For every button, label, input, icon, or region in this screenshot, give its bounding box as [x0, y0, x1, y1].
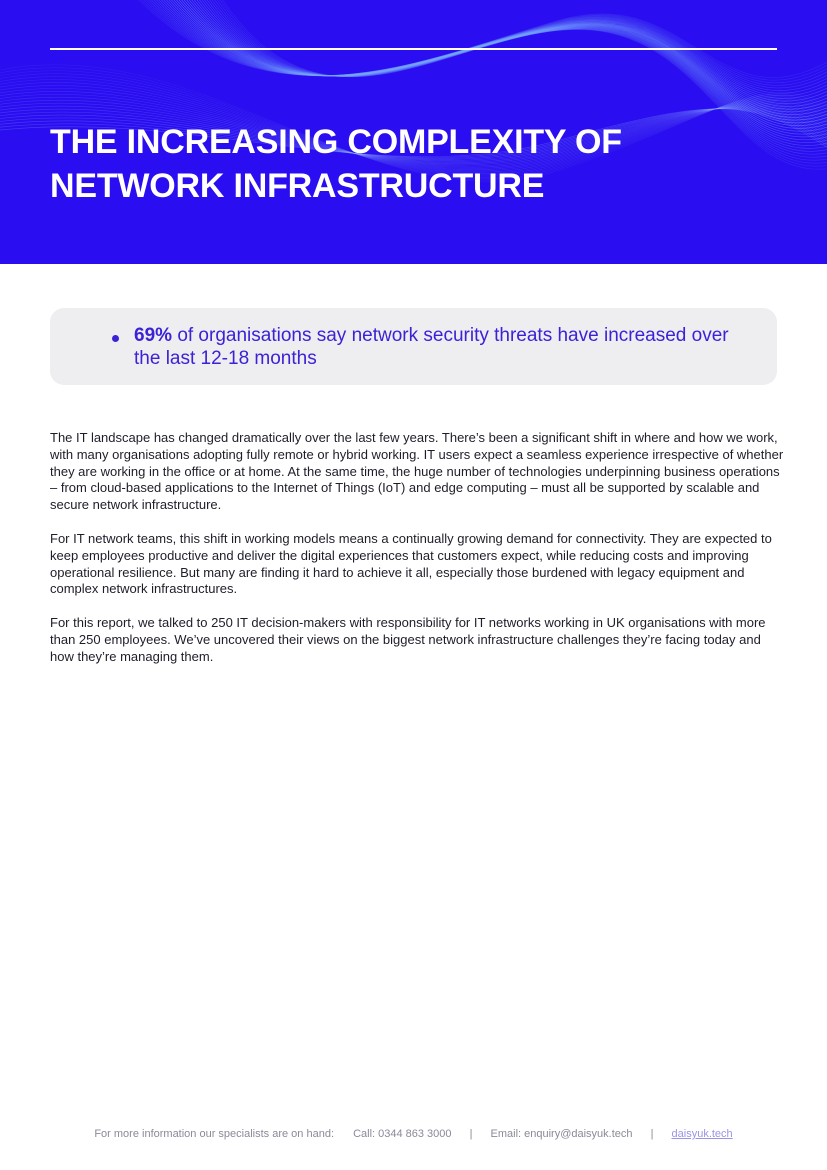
paragraph-1: The IT landscape has changed dramatically over the last few years. There’s been a significant shift in where and how we work, with many organisations adopting fully remote or hybrid working. IT users expect a seamless experience irrespective of whether they are working in the office or at home. At the same time, the huge number of technologies underpinning business operations – from cloud-based applications to the Internet of Things (IoT) and edge computing – must all be supported by scalable and secure network infrastructure.: [50, 430, 784, 513]
footer: [0, 1128, 827, 1140]
body-text: [50, 430, 785, 683]
footer-website-link[interactable]: daisyuk.tech: [671, 1128, 733, 1140]
page-title-line-1: THE INCREASING COMPLEXITY OF: [50, 123, 622, 161]
paragraph-2: For IT network teams, this shift in working models means a continually growing demand for connectivity. They are expected to keep employees productive and deliver the digital experiences that customers expect, while reducing costs and improving operational resilience. But many are finding it hard to achieve it all, especially those burdened with legacy equipment and complex network infrastructures.: [50, 530, 772, 597]
header-rule: [50, 48, 777, 50]
paragraph-3: For this report, we talked to 250 IT decision-makers with responsibility for IT networks working in UK organisations with more than 250 employees. We’ve uncovered their views on the biggest network infrastructure challenges they’re facing today and how they’re managing them.: [50, 615, 766, 664]
footer-intro: For more information our specialists are on hand:: [94, 1128, 334, 1140]
footer-email: Email: enquiry@daisyuk.tech: [490, 1128, 633, 1140]
key-stat-value: 69%: [134, 325, 173, 346]
footer-separator-1: |: [469, 1128, 473, 1140]
page-title-line-2: NETWORK INFRASTRUCTURE: [50, 167, 545, 205]
footer-phone: Call: 0344 863 3000: [353, 1128, 452, 1140]
key-stat-description: of organisations say network security threats have increased over the last 12-18 months: [134, 325, 729, 369]
footer-separator-2: |: [650, 1128, 654, 1140]
key-stat-callout: [50, 308, 777, 385]
page-title: [50, 120, 777, 208]
key-stat-text: [134, 324, 754, 370]
header-banner: [0, 0, 827, 264]
bullet-icon: [112, 335, 119, 342]
